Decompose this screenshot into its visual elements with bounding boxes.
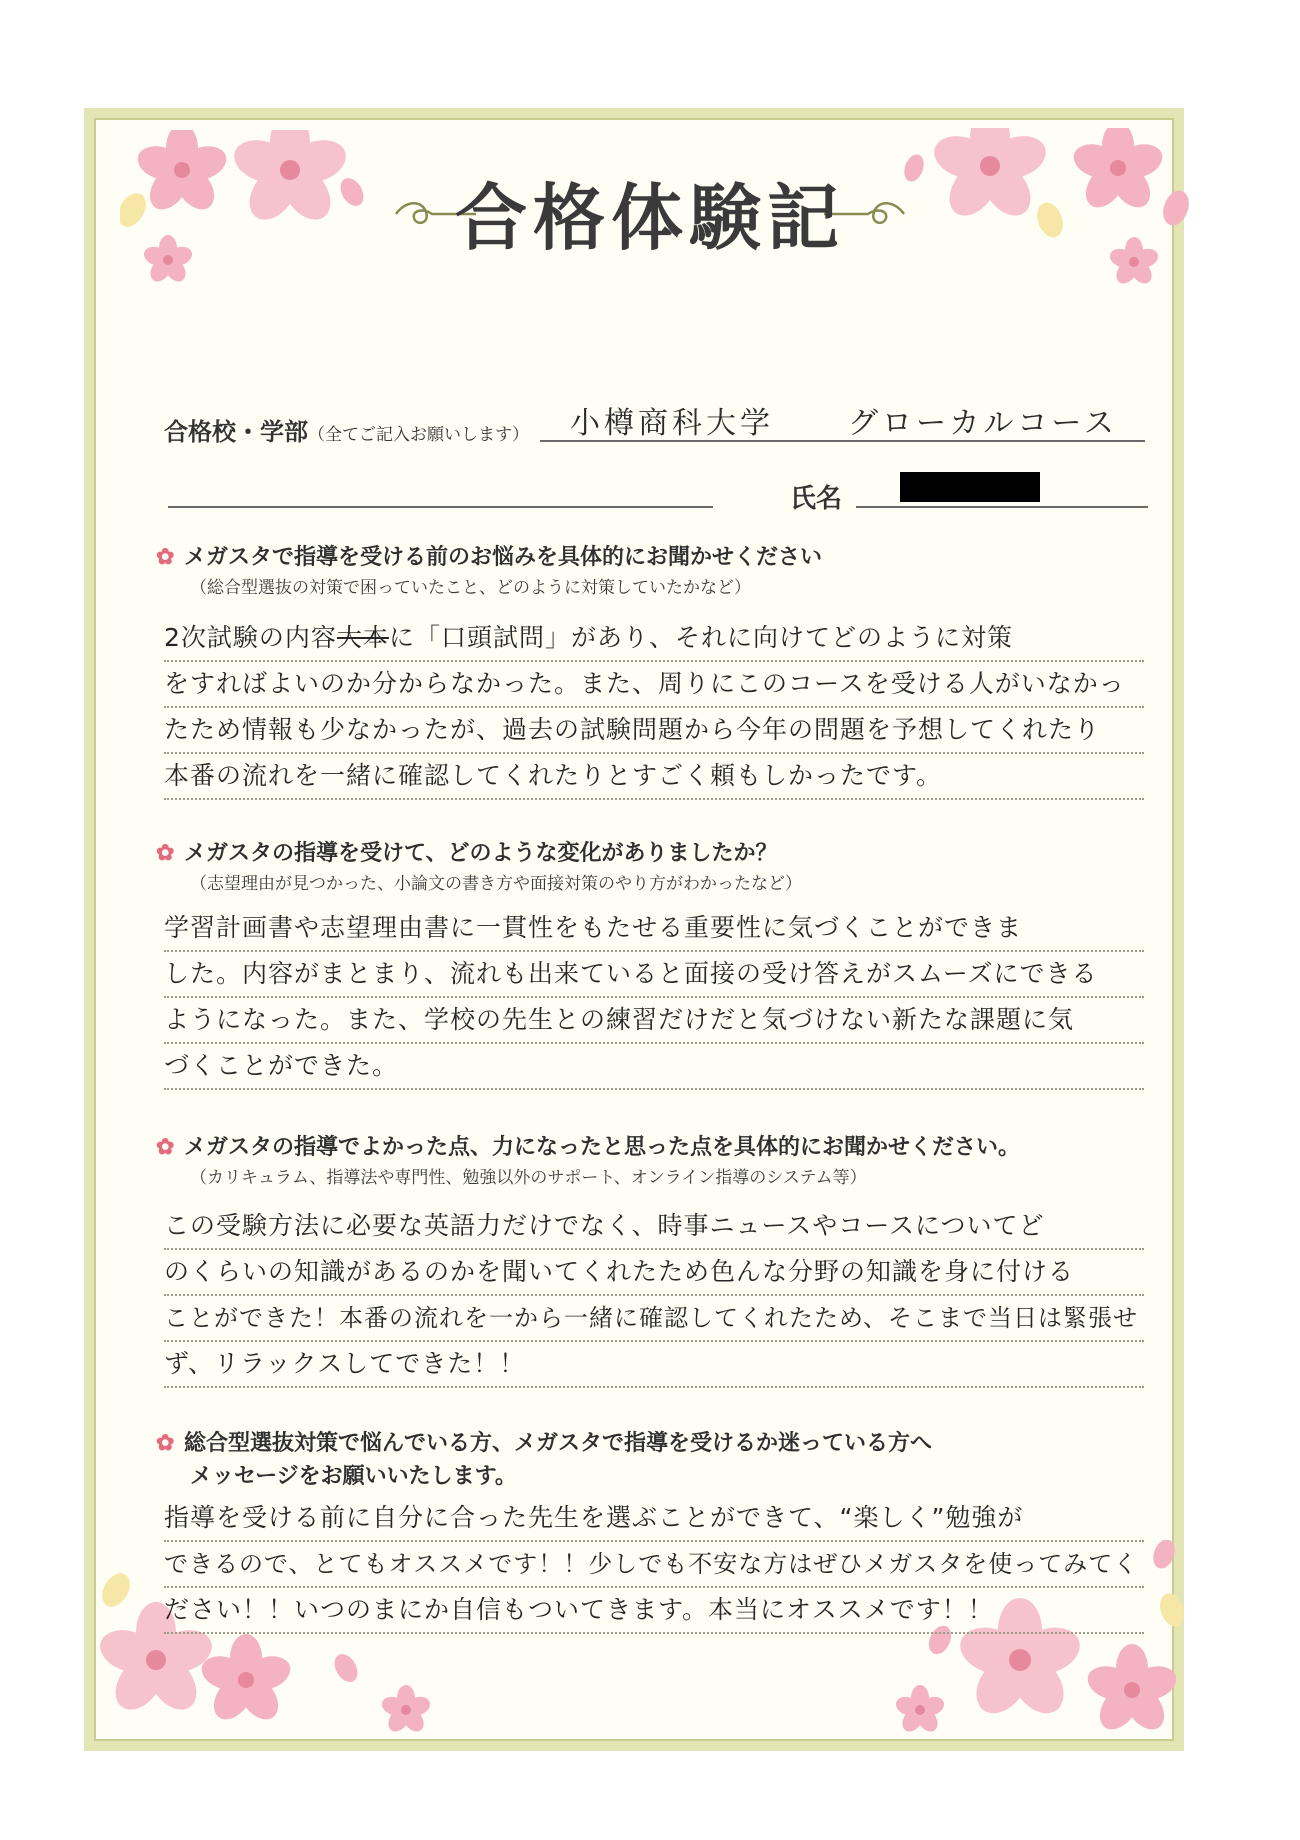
answer-line: ようになった。また、学校の先生との練習だけだと気づけない新たな課題に気	[164, 998, 1144, 1044]
answer-line: をすればよいのか分からなかった。また、周りにこのコースを受ける人がいなかっ	[164, 662, 1144, 708]
section-heading-line-2: メッセージをお願いいたします。	[190, 1463, 517, 1489]
answer-line: づくことができた。	[164, 1044, 1144, 1090]
section-3-question	[156, 1130, 1146, 1192]
section-heading: ✿ メガスタの指導でよかった点、力になったと思った点を具体的にお聞かせください。	[156, 1130, 1146, 1164]
redacted-name	[900, 472, 1040, 502]
name-line	[856, 506, 1148, 508]
title-area	[0, 160, 1300, 264]
section-1-question	[156, 540, 1146, 602]
faculty-line	[168, 506, 713, 508]
section-subheading: （カリキュラム、指導法や専門性、勉強以外のサポート、オンライン指導のシステム等）	[190, 1168, 867, 1188]
blossom-bullet-icon: ✿	[156, 1134, 175, 1160]
school-label	[164, 412, 529, 447]
section-1-answer	[164, 616, 1144, 800]
blossom-bullet-icon: ✿	[156, 544, 175, 570]
answer-line: のくらいの知識があるのかを聞いてくれたため色んな分野の知識を身に付ける	[164, 1250, 1144, 1296]
answer-line: 指導を受ける前に自分に合った先生を選ぶことができて、“楽しく”勉強が	[164, 1496, 1144, 1542]
section-2-question	[156, 836, 1146, 898]
school-label-text: 合格校・学部	[164, 417, 308, 446]
school-value: 小樽商科大学	[570, 406, 774, 441]
section-2-answer	[164, 906, 1144, 1090]
blossom-bullet-icon: ✿	[156, 1430, 175, 1456]
answer-line: できるので、とてもオススメです！！少しでも不安な方はぜひメガスタを使ってみてく	[164, 1542, 1144, 1588]
answer-line: この受験方法に必要な英語力だけでなく、時事ニュースやコースについてど	[164, 1204, 1144, 1250]
section-heading: ✿ メガスタの指導を受けて、どのような変化がありましたか？	[156, 836, 1146, 870]
section-subheading: （志望理由が見つかった、小論文の書き方や面接対策のやり方がわかったなど）	[190, 874, 802, 894]
answer-line: ださい！！いつのまにか自信もついてきます。本当にオススメです！！	[164, 1588, 1144, 1634]
section-heading: ✿ メガスタで指導を受ける前のお悩みを具体的にお聞かせください	[156, 540, 1146, 574]
blossom-bullet-icon: ✿	[156, 840, 175, 866]
section-4-answer	[164, 1496, 1144, 1634]
page-title: 合格体験記	[454, 175, 845, 260]
answer-line: ことができた！本番の流れを一から一緒に確認してくれたため、そこまで当日は緊張せ	[164, 1296, 1144, 1342]
school-label-note: （全てご記入お願いします）	[308, 425, 529, 445]
answer-line: たため情報も少なかったが、過去の試験問題から今年の問題を予想してくれたり	[164, 708, 1144, 754]
section-3-answer	[164, 1204, 1144, 1388]
answer-line: した。内容がまとまり、流れも出来ていると面接の受け答えがスムーズにできる	[164, 952, 1144, 998]
course-value: グローカルコース	[848, 406, 1118, 441]
struck-text: 大本	[336, 623, 389, 652]
name-label: 氏名	[790, 484, 843, 514]
answer-line: 学習計画書や志望理由書に一貫性をもたせる重要性に気づくことができま	[164, 906, 1144, 952]
section-subheading: （総合型選抜の対策で困っていたこと、どのように対策していたかなど）	[190, 578, 751, 598]
section-heading: ✿ 総合型選抜対策で悩んでいる方、メガスタで指導を受けるか迷っている方へ	[156, 1426, 1146, 1460]
section-4-question	[156, 1426, 1146, 1492]
answer-line: 本番の流れを一緒に確認してくれたりとすごく頼もしかったです。	[164, 754, 1144, 800]
answer-line: ず、リラックスしてできた！！	[164, 1342, 1144, 1388]
answer-line: 2次試験の内容大本に「口頭試問」があり、それに向けてどのように対策	[164, 616, 1144, 662]
